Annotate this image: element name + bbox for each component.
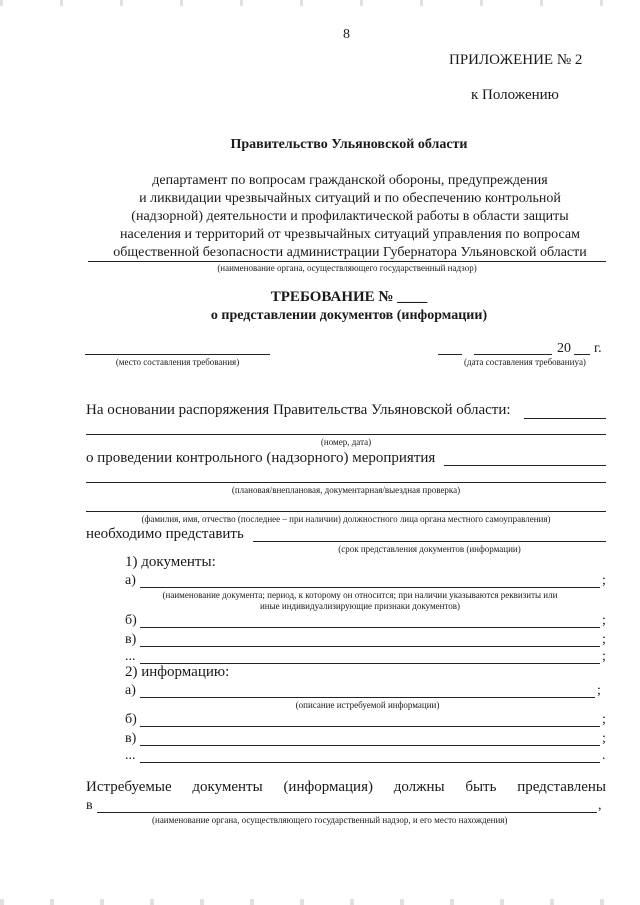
- scan-edge-top: [0, 0, 640, 6]
- department-line-4: населения и территорий от чрезвычайных ситуаций управления по вопросам: [120, 227, 580, 242]
- doc-a-field[interactable]: [140, 587, 600, 588]
- final-word-4: должны: [393, 779, 445, 795]
- check-type-field[interactable]: [86, 482, 606, 483]
- doc-a-semicolon: ;: [602, 573, 606, 588]
- caption-official: (фамилия, имя, отчество (последнее – при наличии) должностного лица органа местного самоуправления): [141, 514, 551, 524]
- caption-authority-location: (наименование органа, осуществляющего государственный надзор, и его место нахождения): [152, 815, 508, 825]
- doc-v-label: в): [125, 632, 137, 647]
- doc-b-label: б): [125, 613, 137, 628]
- final-in-label: в: [86, 798, 93, 813]
- date-suffix: г.: [594, 341, 602, 356]
- department-line-5: общественной безопасности администрации Губернатора Ульяновской области: [113, 245, 587, 260]
- department-line-2: и ликвидации чрезвычайных ситуаций и по обеспечению контрольной: [139, 191, 561, 206]
- page-number: 8: [343, 27, 350, 42]
- official-field[interactable]: [86, 511, 606, 512]
- info-etc-field[interactable]: [140, 762, 600, 763]
- date-day-field[interactable]: [438, 354, 462, 355]
- final-comma: ,: [598, 798, 602, 813]
- doc-v-semicolon: ;: [602, 632, 606, 647]
- caption-doc-line-2: иные индивидуализирующие признаки документов): [259, 601, 461, 611]
- caption-info: (описание истребуемой информации): [295, 700, 440, 710]
- basis-field[interactable]: [86, 434, 606, 435]
- authority-underline: [88, 261, 606, 262]
- caption-date: (дата составления требованиya): [464, 357, 586, 367]
- info-a-label: а): [125, 683, 136, 698]
- final-word-2: документы: [192, 779, 263, 795]
- about-event-text: о проведении контрольного (надзорного) мероприятия: [86, 450, 436, 466]
- deadline-field[interactable]: [253, 541, 606, 542]
- info-v-semicolon: ;: [602, 731, 606, 746]
- requirement-subtitle: о представлении документов (информации): [210, 308, 488, 323]
- department-line-3: (надзорной) деятельности и профилактической работы в области защиты: [131, 209, 569, 224]
- final-sentence: [86, 779, 606, 796]
- doc-b-semicolon: ;: [602, 613, 606, 628]
- basis-field-inline[interactable]: [524, 418, 606, 419]
- info-b-semicolon: ;: [602, 712, 606, 727]
- appendix-label: ПРИЛОЖЕНИЕ № 2: [449, 52, 583, 68]
- info-a-field[interactable]: [140, 697, 595, 698]
- caption-place: (место составления требования): [115, 357, 240, 367]
- final-word-6: представлены: [517, 779, 606, 795]
- doc-b-field[interactable]: [140, 627, 600, 628]
- info-etc-period: .: [602, 748, 606, 763]
- event-field-inline[interactable]: [444, 465, 606, 466]
- caption-number-date: (номер, дата): [320, 437, 372, 447]
- scan-edge-bottom: [0, 899, 640, 905]
- info-b-label: б): [125, 712, 137, 727]
- requirement-title: ТРЕБОВАНИЕ № ____: [270, 289, 428, 305]
- to-regulation-label: к Положению: [471, 87, 559, 103]
- department-block: [90, 172, 610, 262]
- doc-etc-label: ...: [125, 649, 136, 664]
- caption-authority: (наименование органа, осуществляющего государственный надзор): [217, 263, 477, 273]
- info-etc-label: ...: [125, 748, 136, 763]
- info-v-label: в): [125, 731, 137, 746]
- government-heading: Правительство Ульяновской области: [230, 137, 468, 152]
- doc-etc-semicolon: ;: [602, 649, 606, 664]
- final-word-5: быть: [465, 779, 497, 795]
- documents-heading: 1) документы:: [125, 554, 216, 570]
- caption-check-type: (плановая/внеплановая, документарная/выездная проверка): [231, 485, 461, 495]
- place-field[interactable]: [85, 354, 270, 355]
- info-a-semicolon: ;: [597, 683, 601, 698]
- caption-deadline: (срок представления документов (информации): [338, 544, 521, 554]
- department-line-1: департамент по вопросам гражданской обороны, предупреждения: [152, 173, 548, 188]
- caption-doc-line-1: (наименование документа; период, к которому он относится; при наличии указываются реквизиты или: [162, 590, 558, 600]
- date-year-prefix: 20: [557, 341, 571, 356]
- doc-a-label: а): [125, 573, 136, 588]
- date-month-field[interactable]: [474, 354, 552, 355]
- info-heading: 2) информацию:: [125, 664, 230, 680]
- doc-v-field[interactable]: [140, 646, 600, 647]
- basis-text: На основании распоряжения Правительства Ульяновской области:: [86, 402, 511, 418]
- need-to-submit-text: необходимо представить: [86, 526, 244, 542]
- final-authority-field[interactable]: [97, 812, 597, 813]
- final-word-1: Истребуемые: [86, 779, 172, 795]
- date-year-field[interactable]: [574, 354, 590, 355]
- info-b-field[interactable]: [140, 726, 600, 727]
- info-v-field[interactable]: [140, 745, 600, 746]
- final-word-3: (информация): [283, 779, 373, 795]
